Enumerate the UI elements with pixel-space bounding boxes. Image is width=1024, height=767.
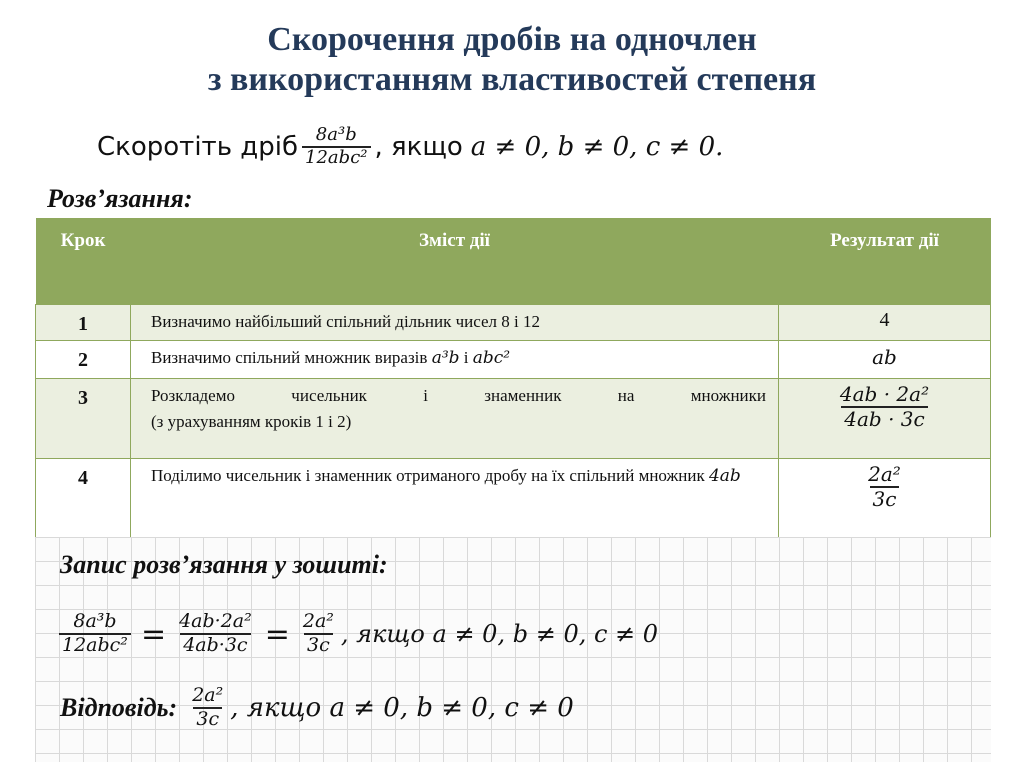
step-number: 4	[36, 459, 131, 539]
step-content	[131, 341, 779, 379]
page-title	[0, 20, 1024, 100]
step-text-line-1: Розкладемо чисельник і знаменник на множники	[151, 386, 766, 405]
task-fraction-numerator: 8a³b	[315, 124, 357, 146]
step-content	[131, 379, 779, 459]
fraction-numerator: 2a²	[192, 684, 224, 707]
steps-table	[35, 218, 991, 539]
task-fraction	[302, 125, 370, 168]
step-expression: 4ab	[708, 466, 741, 486]
task-statement	[97, 112, 723, 182]
step-number: 2	[36, 341, 131, 379]
fraction-denominator: 12abc²	[59, 633, 131, 657]
answer-fraction	[189, 685, 226, 731]
step-result-fraction	[837, 383, 932, 431]
step-result-fraction	[865, 463, 904, 511]
answer-line	[60, 672, 574, 744]
record-condition: , якщо a ≠ 0, b ≠ 0, c ≠ 0	[340, 620, 659, 648]
step-expression: abc²	[472, 348, 511, 368]
record-fraction-3	[300, 611, 337, 657]
record-fraction-1	[59, 611, 131, 657]
step-result	[779, 305, 991, 341]
step-text-line-2: (з урахуванням кроків 1 і 2)	[151, 412, 352, 431]
answer-condition: , якщо a ≠ 0, b ≠ 0, c ≠ 0	[230, 693, 574, 723]
equals-sign: =	[140, 616, 167, 652]
title-line-2: з використанням властивостей степеня	[207, 61, 817, 98]
header-step: Крок	[36, 218, 131, 305]
task-text: Скоротіть дріб	[97, 132, 299, 162]
header-result: Результат дії	[779, 218, 991, 305]
table-header-row	[36, 218, 991, 305]
step-result: ab	[779, 341, 991, 379]
fraction-denominator: 3c	[870, 486, 900, 511]
fraction-numerator: 2a²	[302, 610, 334, 633]
answer-label: Відповідь:	[60, 693, 178, 722]
fraction-denominator: 4ab · 3c	[841, 406, 927, 431]
record-label: Запис розв’язання у зошиті:	[60, 550, 388, 579]
table-row	[36, 379, 991, 459]
step-result	[779, 459, 991, 539]
title-line-1: Скорочення дробів на одночлен	[267, 21, 757, 58]
fraction-denominator: 3c	[193, 707, 222, 731]
fraction-numerator: 4ab · 2a²	[839, 382, 930, 406]
equals-sign: =	[264, 616, 290, 652]
step-text: Визначимо спільний множник виразів	[151, 348, 428, 367]
solution-label: Розв’язання:	[47, 184, 193, 213]
table-row	[36, 305, 991, 341]
step-text: Поділимо чисельник і знаменник отриманого дробу на їх спільний множник	[151, 466, 705, 485]
step-result-value: 4	[879, 309, 890, 331]
step-result	[779, 379, 991, 459]
step-content: Визначимо найбільший спільний дільник чисел 8 і 12	[131, 305, 779, 341]
header-content: Зміст дії	[131, 218, 779, 305]
task-condition-word: , якщо	[374, 132, 463, 162]
fraction-numerator: 8a³b	[73, 610, 117, 633]
fraction-denominator: 3c	[304, 633, 333, 657]
record-fraction-2	[176, 611, 255, 657]
fraction-numerator: 2a²	[868, 462, 901, 486]
step-expression: a³b	[431, 348, 460, 368]
fraction-denominator: 4ab·3c	[180, 633, 250, 657]
step-number: 1	[36, 305, 131, 341]
task-fraction-denominator: 12abc²	[302, 146, 370, 169]
step-content	[131, 459, 779, 539]
record-equation	[55, 598, 658, 670]
table-row	[36, 459, 991, 539]
step-number: 3	[36, 379, 131, 459]
task-condition: a ≠ 0, b ≠ 0, c ≠ 0.	[470, 132, 724, 162]
fraction-numerator: 4ab·2a²	[179, 610, 252, 633]
step-conjunction: і	[463, 348, 469, 367]
table-row	[36, 341, 991, 379]
